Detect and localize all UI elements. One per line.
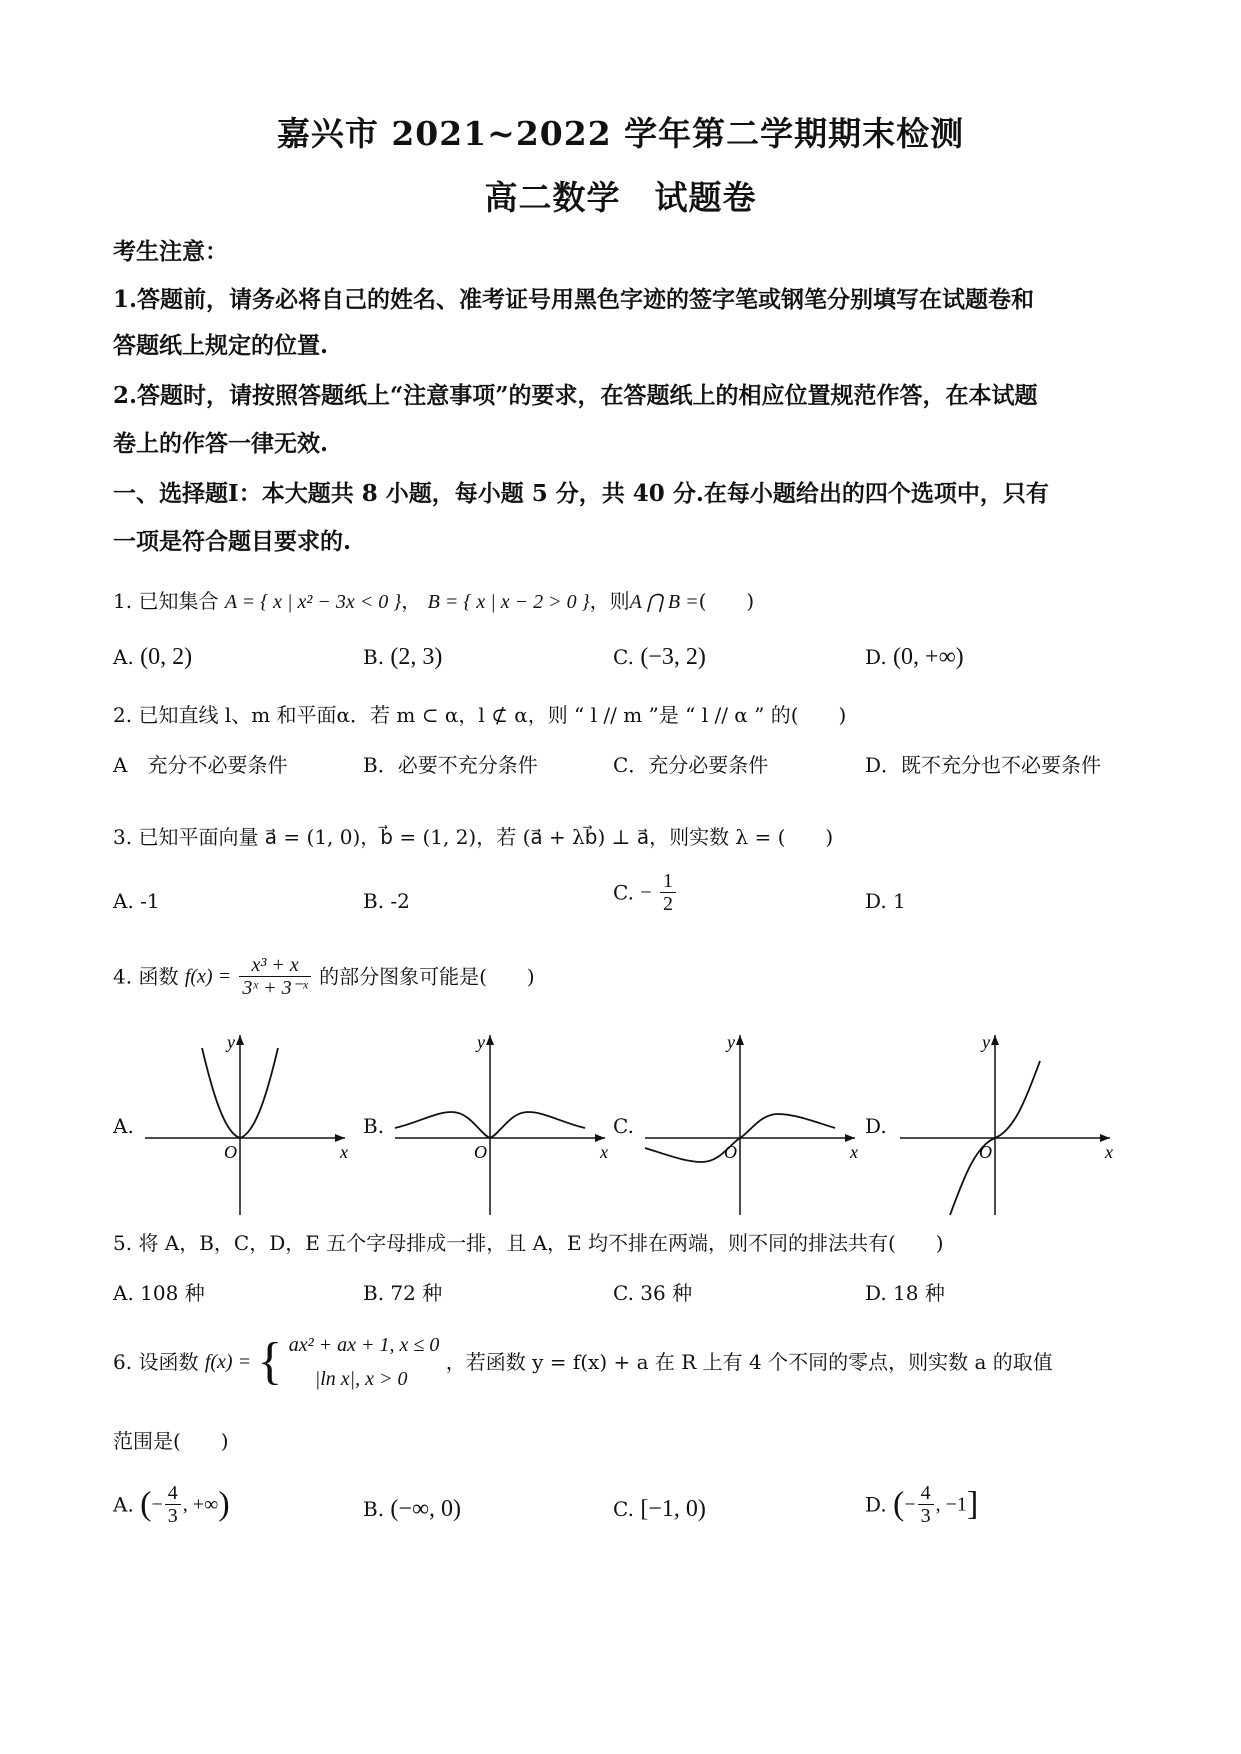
- q4-graph-b[interactable]: [390, 1030, 615, 1220]
- q5-option-b[interactable]: B. 72 种: [363, 1281, 443, 1305]
- q1-option-c[interactable]: C. (−3, 2): [613, 644, 706, 670]
- q6-case1: ax² + ax + 1, x ≤ 0: [288, 1334, 440, 1356]
- q4-graph-a-label[interactable]: A.: [113, 1114, 134, 1138]
- q5-option-a[interactable]: A. 108 种: [113, 1281, 205, 1305]
- q4-b-xlabel: x: [600, 1142, 608, 1162]
- q1-option-a[interactable]: A. (0, 2): [113, 644, 193, 670]
- q4-d-ylabel: y: [982, 1032, 990, 1052]
- q4-fraction: $\frac{\text{x³ + x}}{\text{3ˣ + 3⁻ˣ}}$: [239, 954, 310, 999]
- q3-option-c[interactable]: C. − $\frac{1}{2}$: [613, 870, 678, 915]
- question-1: [113, 586, 1133, 617]
- q1-set-b: B = { x | x − 2 > 0 }: [427, 591, 590, 613]
- q1-paren: ( ): [698, 589, 755, 613]
- q4-b-ylabel: y: [477, 1032, 485, 1052]
- q4-d-origin: O: [979, 1142, 992, 1162]
- q4-d-xlabel: x: [1105, 1142, 1113, 1162]
- question-6: 6. 设函数 f(x) = { ax² + ax + 1, x ≤ 0 |ln x|, x > 0 ，若函数 y = f(x) + a 在 R 上有 4 个不同的零点，则实数 a 的取值: [113, 1328, 1133, 1396]
- question-3: 3. 已知平面向量 a⃗ = (1, 0)，b⃗ = (1, 2)，若 (a⃗ + λb⃗) ⊥ a⃗，则实数 λ = ( ): [113, 825, 834, 849]
- q4-graph-b-label[interactable]: B.: [363, 1114, 385, 1138]
- q4-c-xlabel: x: [850, 1142, 858, 1162]
- q1-suffix: ，则: [589, 589, 630, 613]
- q4-graph-d-label[interactable]: D.: [865, 1114, 887, 1138]
- exam-title: 嘉兴市 2021~2022 学年第二学期期末检测: [276, 114, 965, 153]
- q3-option-a[interactable]: A. -1: [113, 889, 160, 913]
- question-5: 5. 将 A，B，C，D，E 五个字母排成一排，且 A，E 均不排在两端，则不同的排法共有( ): [113, 1231, 944, 1255]
- q6-option-c[interactable]: C. [−1, 0): [613, 1496, 706, 1522]
- q5-option-d[interactable]: D. 18 种: [865, 1281, 945, 1305]
- section-heading-line2: 一项是符合题目要求的.: [113, 528, 352, 555]
- q1-option-b[interactable]: B. (2, 3): [363, 644, 443, 670]
- notice-item1-line2: 答题纸上规定的位置.: [113, 332, 329, 359]
- q2-option-d[interactable]: D．既不充分也不必要条件: [865, 753, 1102, 777]
- q4-a-ylabel: y: [227, 1032, 235, 1052]
- notice-heading: 考生注意：: [113, 238, 228, 265]
- q4-graph-c-label[interactable]: C.: [613, 1114, 634, 1138]
- notice-item1-line1: 1.答题前，请务必将自己的姓名、准考证号用黑色字迹的签字笔或钢笔分别填写在试题卷和: [113, 286, 1035, 313]
- question-6-line2: 范围是( ): [113, 1429, 229, 1453]
- question-4: 4. 函数 f(x) = $\frac{\text{x³ + x}}{\text{3ˣ + 3⁻ˣ}}$ 的部分图象可能是( ): [113, 954, 535, 999]
- q4-b-origin: O: [474, 1142, 487, 1162]
- q2-option-b[interactable]: B．必要不充分条件: [363, 753, 538, 777]
- q1-option-d[interactable]: D. (0, +∞): [865, 644, 964, 670]
- q4-c-origin: O: [724, 1142, 737, 1162]
- q6-option-b[interactable]: B. (−∞, 0): [363, 1496, 462, 1522]
- q1-ask: A ⋂ B =: [629, 591, 699, 613]
- q1-sep: ，: [401, 589, 422, 613]
- q2-option-a[interactable]: A 充分不必要条件: [113, 753, 288, 777]
- q6-option-d[interactable]: D. (− $\frac{4}{3}$ , −1]: [865, 1482, 979, 1527]
- q6-case2: |ln x|, x > 0: [314, 1368, 408, 1390]
- q4-c-ylabel: y: [727, 1032, 735, 1052]
- q3-option-d[interactable]: D. 1: [865, 889, 906, 913]
- section-heading-line1: 一、选择题Ⅰ：本大题共 8 小题，每小题 5 分，共 40 分.在每小题给出的四个选项中，只有: [113, 480, 1049, 507]
- q4-graph-c[interactable]: [640, 1030, 865, 1220]
- exam-subtitle: 高二数学 试题卷: [484, 178, 757, 217]
- q6-option-a[interactable]: A. (− $\frac{4}{3}$ , +∞): [113, 1482, 230, 1527]
- q4-a-origin: O: [224, 1142, 237, 1162]
- question-2: 2. 已知直线 l、m 和平面α．若 m ⊂ α，l ⊄ α，则 “ l // m ”是 “ l // α ” 的( ): [113, 703, 847, 727]
- q1-set-a: A = { x | x² − 3x < 0 }: [224, 591, 402, 613]
- q4-a-xlabel: x: [340, 1142, 348, 1162]
- q1-prefix: 1. 已知集合: [113, 589, 219, 613]
- q4-graph-d[interactable]: [895, 1030, 1120, 1220]
- q2-option-c[interactable]: C．充分必要条件: [613, 753, 769, 777]
- notice-item2-line2: 卷上的作答一律无效.: [113, 430, 329, 457]
- q4-graph-a[interactable]: [140, 1030, 355, 1220]
- notice-item2-line1: 2.答题时，请按照答题纸上“注意事项”的要求，在答题纸上的相应位置规范作答，在本试题: [113, 382, 1038, 409]
- q5-option-c[interactable]: C. 36 种: [613, 1281, 693, 1305]
- q3-option-b[interactable]: B. -2: [363, 889, 410, 913]
